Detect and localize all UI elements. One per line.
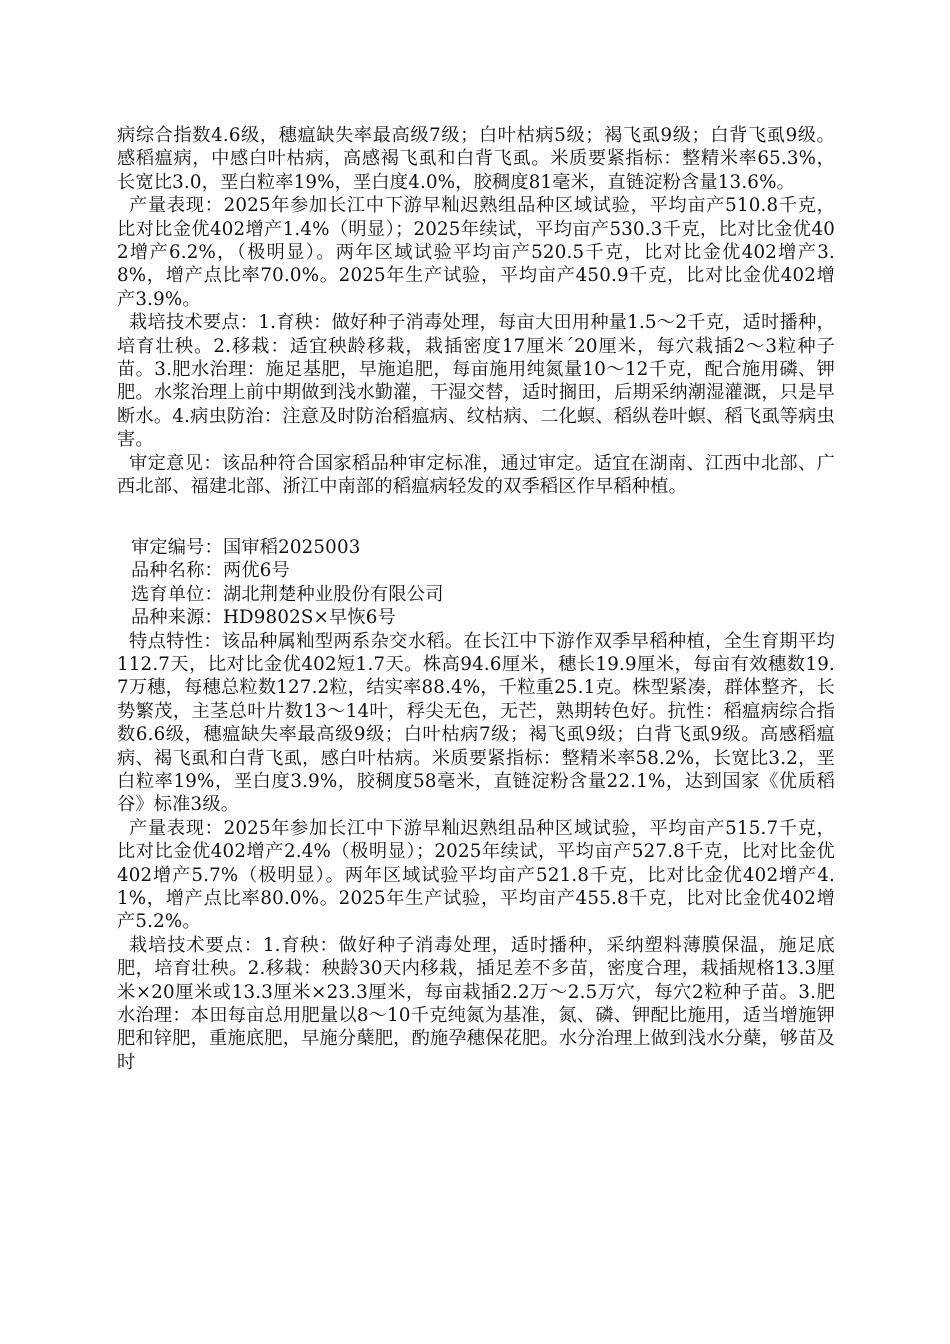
paragraph-characteristics: 特点特性：该品种属籼型两系杂交水稻。在长江中下游作双季早稻种植，全生育期平均112.7天，比对比金优402短1.7天。株高94.6厘米，穗长19.9厘米，每亩有效穗数19.7万穗，每穗总粒数127.2粒，结实率88.4%，千粒重25.1克。株型紧凑，群体整齐，长势繁茂，主茎总叶片数13～14叶，稃尖无色，无芒，熟期转色好。抗性：稻瘟病综合指数6.6级，穗瘟缺失率最高级9级；白叶枯病7级；褐飞虱9级；白背飞虱9级。高感稻瘟病、褐飞虱和白背飞虱，感白叶枯病。米质要紧指标：整精米率58.2%，长宽比3.2，垩白粒率19%，垩白度3.9%，胶稠度58毫米，直链淀粉含量22.1%，达到国家《优质稻谷》标准3级。 (117, 630, 835, 816)
variety-name: 品种名称：两优6号 (131, 560, 290, 582)
paragraph-cultivation-tips: 栽培技术要点：1.育秧：做好种子消毒处理，每亩大田用种量1.5～2千克，适时播种，培育壮秧。2.移栽：适宜秧龄移栽，栽插密度17厘米´20厘米，每穴栽插2～3粒种子苗。3.肥水治理：施足基肥，早施追肥，每亩施用纯氮量10～12千克，配合施用磷、钾肥。水浆治理上前中期做到浅水勤灌，干湿交替，适时搁田，后期采纳潮湿灌溉，只是早断水。4.病虫防治：注意及时防治稻瘟病、纹枯病、二化螟、稻纵卷叶螟、稻飞虱等病虫害。 (117, 312, 835, 451)
paragraph-resistance-quality: 病综合指数4.6级，穗瘟缺失率最高级7级；白叶枯病5级；褐飞虱9级；白背飞虱9级。感稻瘟病，中感白叶枯病，高感褐飞虱和白背飞虱。米质要紧指标：整精米率65.3%，长宽比3.0，垩白粒率19%，垩白度4.0%，胶稠度81毫米，直链淀粉含量13.6%。 (117, 125, 835, 193)
paragraph-approval-opinion: 审定意见：该品种符合国家稻品种审定标准，通过审定。适宜在湖南、江西中北部、广西北部、福建北部、浙江中南部的稻瘟病轻发的双季稻区作早稻种植。 (117, 452, 835, 498)
spacer (117, 522, 835, 536)
approval-number: 审定编号：国审稻2025003 (131, 536, 361, 558)
paragraph-yield-performance-2: 产量表现：2025年参加长江中下游早籼迟熟组品种区域试验，平均亩产515.7千克，比对比金优402增产2.4%（极明显）；2025年续试，平均亩产527.8千克，比对比金优402增产5.7%（极明显）。两年区域试验平均亩产521.8千克，比对比金优402增产4.1%，增产点比率80.0%。2025年生产试验，平均亩产455.8千克，比对比金优402增产5.2%。 (117, 817, 835, 933)
document-body (117, 124, 835, 1074)
breeder-unit: 选育单位：湖北荆楚种业股份有限公司 (131, 583, 444, 605)
blank-line (117, 499, 835, 522)
paragraph-yield-performance: 产量表现：2025年参加长江中下游早籼迟熟组品种区域试验，平均亩产510.8千克，比对比金优402增产1.4%（明显）；2025年续试，平均亩产530.3千克，比对比金优402增产6.2%，（极明显）。两年区域试验平均亩产520.5千克，比对比金优402增产3.8%，增产点比率70.0%。2025年生产试验，平均亩产450.9千克，比对比金优402增产3.9%。 (117, 195, 835, 310)
paragraph-cultivation-tips-2: 栽培技术要点：1.育秧：做好种子消毒处理，适时播种，采纳塑料薄膜保温，施足底肥，培育壮秧。2.移栽：秧龄30天内移栽，插足差不多苗，密度合理，栽插规格13.3厘米×20厘米或13.3厘米×23.3厘米，每亩栽插2.2万～2.5万穴，每穴2粒种子苗。3.肥水治理：本田每亩总用肥量以8～10千克纯氮为基准，氮、磷、钾配比施用，适当增施钾肥和锌肥，重施底肥，早施分蘖肥，酌施孕穗保花肥。水分治理上做到浅水分蘖，够苗及时 (117, 934, 835, 1073)
variety-source: 品种来源：HD9802S×早恢6号 (131, 607, 396, 629)
